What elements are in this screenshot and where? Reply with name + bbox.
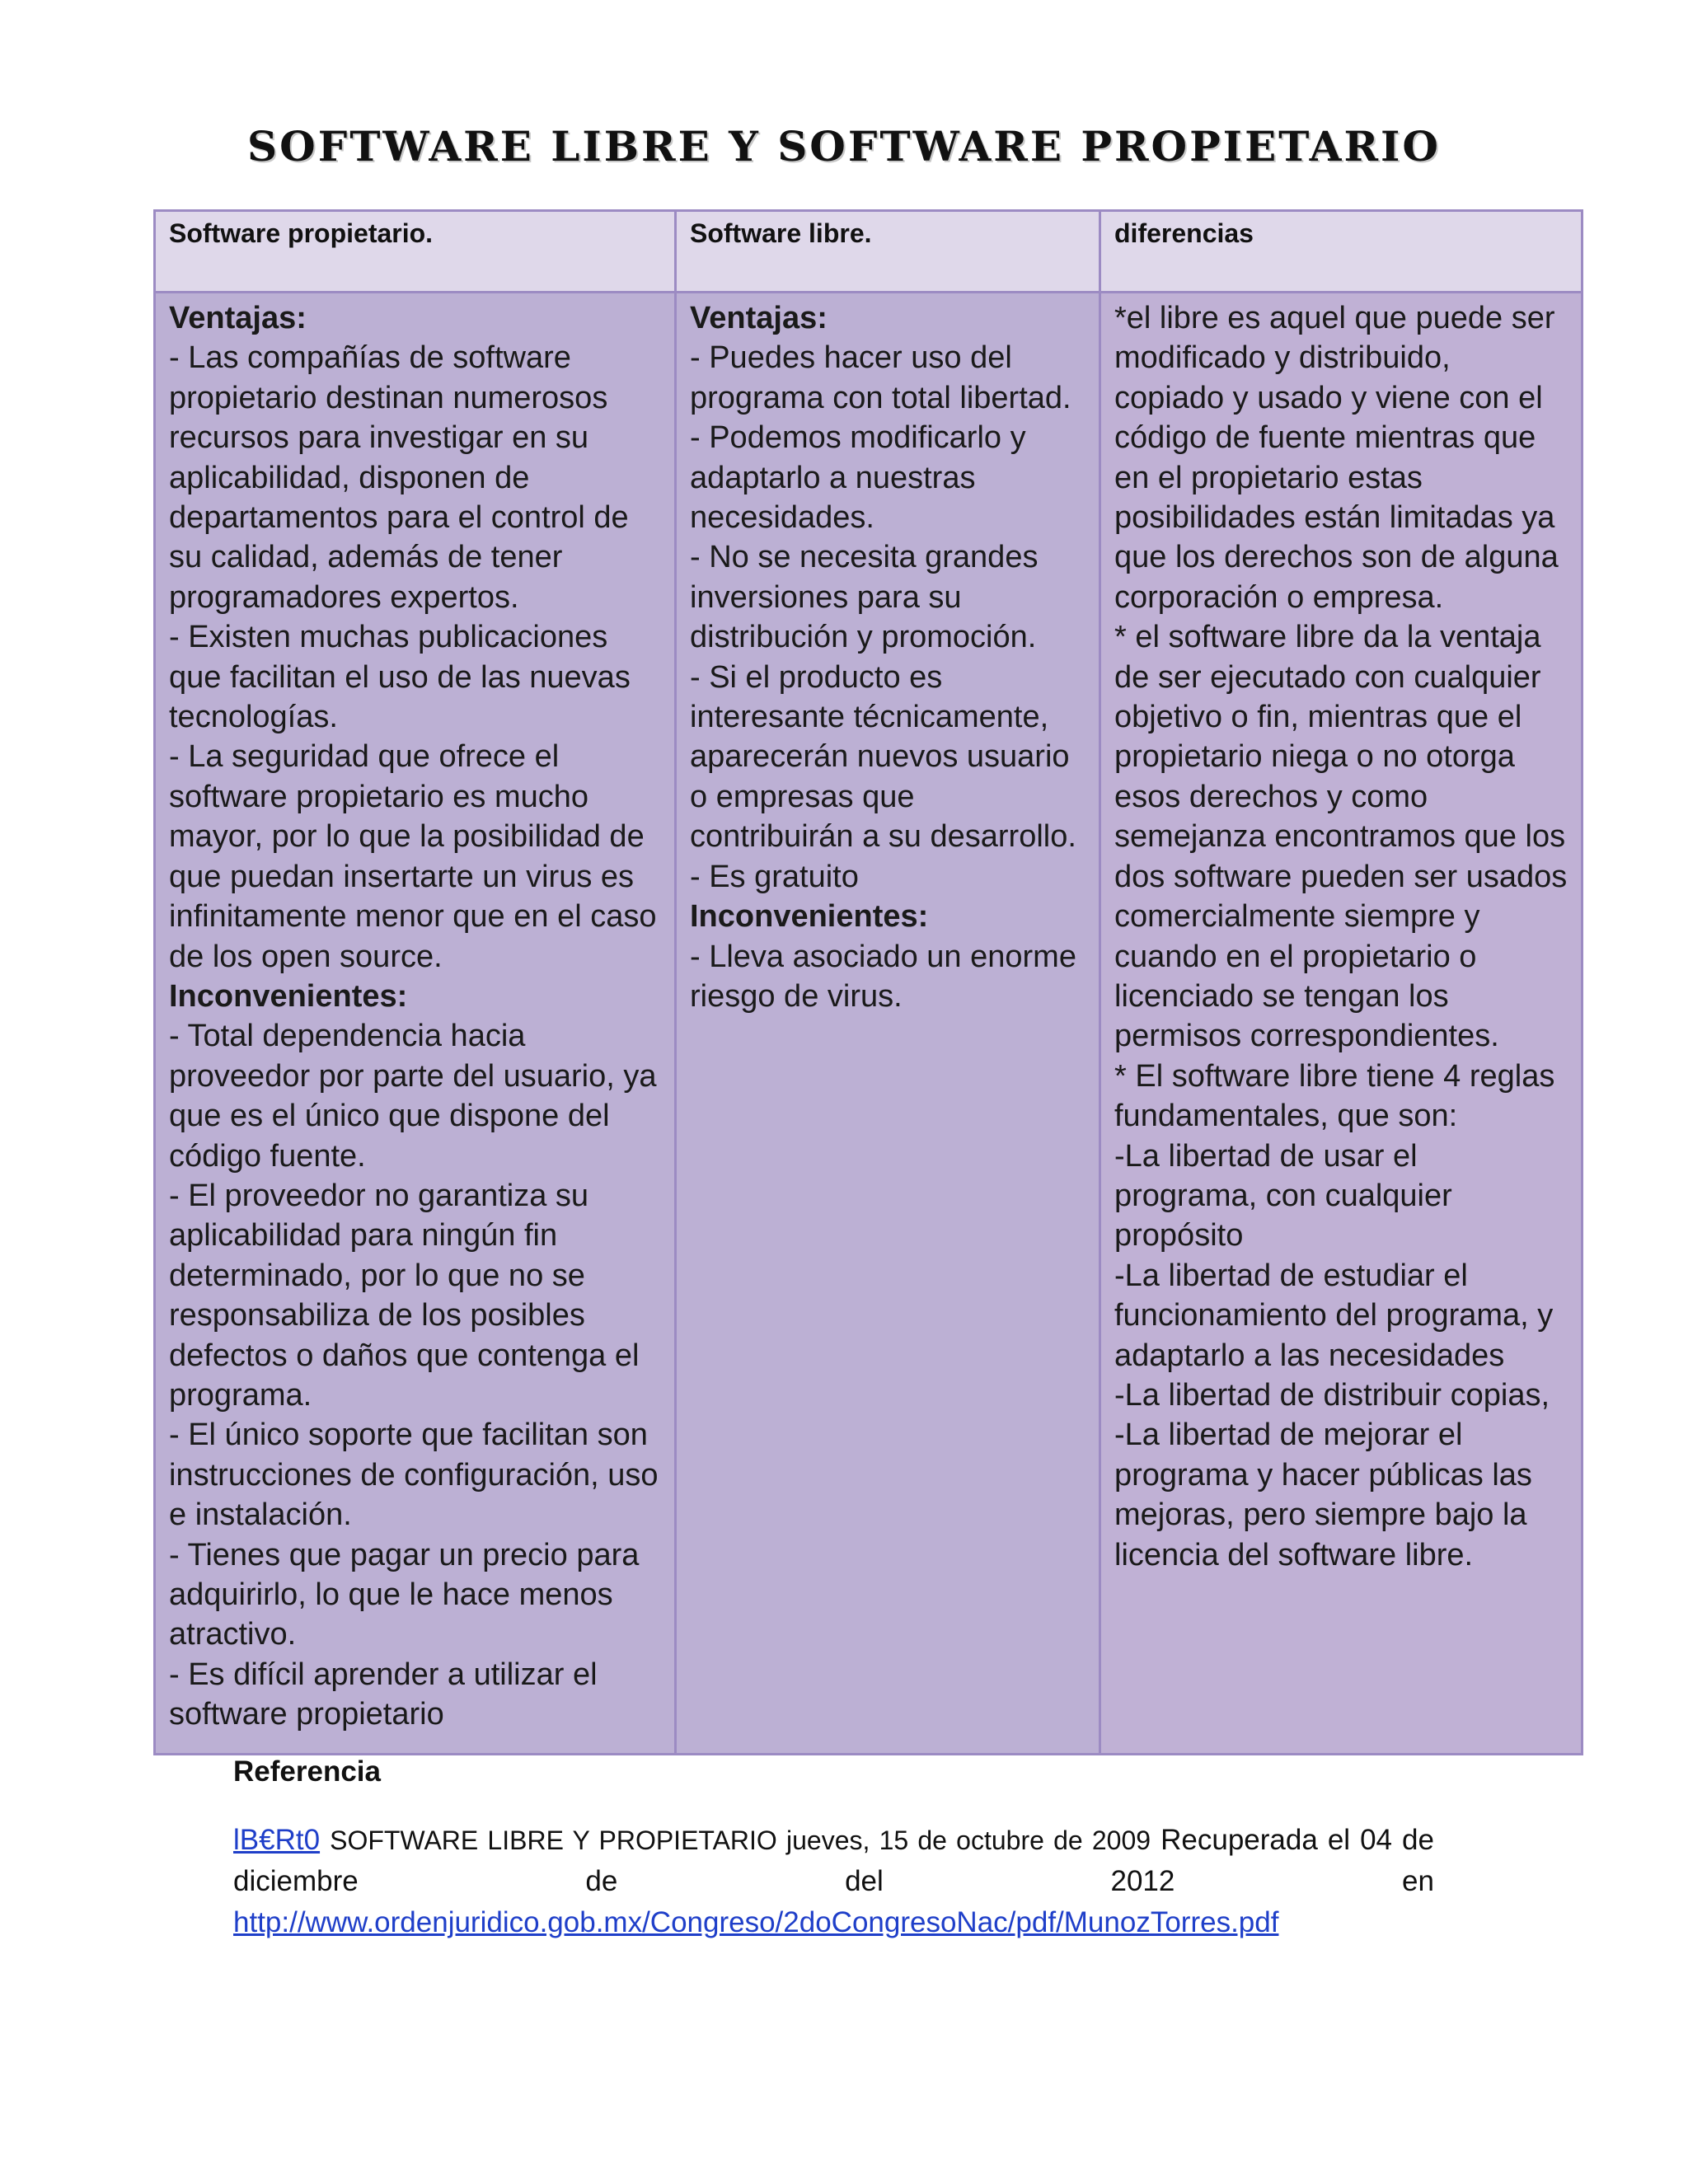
- diferencia-item: -La libertad de mejorar el programa y hacer públicas las mejoras, pero siempre bajo la licencia del software libre.: [1114, 1418, 1532, 1572]
- page-title: SOFTWARE LIBRE Y SOFTWARE PROPIETARIO: [247, 122, 1441, 171]
- propietario-inconvenientes-heading: Inconvenientes:: [169, 978, 408, 1014]
- propietario-inconveniente-item: - Es difícil aprender a utilizar el software propietario: [169, 1657, 598, 1732]
- propietario-ventaja-item: - Existen muchas publicaciones que facilitan el uso de las nuevas tecnologías.: [169, 620, 631, 735]
- libre-ventaja-item: - No se necesita grandes inversiones para su distribución y promoción.: [690, 540, 1039, 655]
- header-diferencias: diferencias: [1100, 211, 1582, 293]
- diferencia-item: -La libertad de usar el programa, con cualquier propósito: [1114, 1138, 1452, 1254]
- diferencia-item: *el libre es aquel que puede ser modificado y distribuido, copiado y usado y viene con el código de fuente mientras que en el propietario estas posibilidades están limitadas ya que los derechos son de alguna corporación o empresa.: [1114, 301, 1559, 615]
- reference-url-link[interactable]: http://www.ordenjuridico.gob.mx/Congreso/2doCongresoNac/pdf/MunozTorres.pdf: [233, 1906, 1279, 1938]
- table-row: [155, 293, 1582, 1755]
- reference-source: SOFTWARE LIBRE Y PROPIETARIO jueves, 15 de octubre de 2009: [330, 1825, 1151, 1855]
- header-libre: Software libre.: [676, 211, 1100, 293]
- diferencia-item: -La libertad de estudiar el funcionamiento del programa, y adaptarlo a las necesidades: [1114, 1258, 1554, 1373]
- diferencia-item: -La libertad de distribuir copias,: [1114, 1377, 1550, 1413]
- libre-inconveniente-item: - Lleva asociado un enorme riesgo de virus.: [690, 939, 1076, 1014]
- propietario-ventaja-item: - La seguridad que ofrece el software propietario es mucho mayor, por lo que la posibilidad de que puedan insertarte un virus es infinitamente menor que en el caso de los open source.: [169, 739, 657, 974]
- libre-ventaja-item: - Si el producto es interesante técnicamente, aparecerán nuevos usuario o empresas que contribuirán a su desarrollo.: [690, 659, 1076, 855]
- header-propietario: Software propietario.: [155, 211, 676, 293]
- diferencia-item: * el software libre da la ventaja de ser ejecutado con cualquier objetivo o fin, mientras que el propietario niega o no otorga esos derechos y como semejanza encontramos que los dos software pueden ser usados comercialmente siempre y cuando en el propietario o licenciado se tengan los permisos correspondientes.: [1114, 620, 1568, 1054]
- libre-ventajas-heading: Ventajas:: [690, 301, 828, 335]
- reference-citation: [233, 1820, 1434, 1943]
- cell-diferencias: [1100, 293, 1582, 1755]
- libre-ventaja-item: - Podemos modificarlo y adaptarlo a nuestras necesidades.: [690, 420, 1026, 536]
- reference-author-link[interactable]: lB€Rt0: [233, 1824, 321, 1856]
- libre-ventaja-item: - Puedes hacer uso del programa con total libertad.: [690, 340, 1071, 415]
- cell-propietario: [155, 293, 676, 1755]
- propietario-inconveniente-item: - El único soporte que facilitan son instrucciones de configuración, uso e instalación.: [169, 1418, 659, 1533]
- propietario-inconveniente-item: - Total dependencia hacia proveedor por parte del usuario, ya que es el único que dispone del código fuente.: [169, 1019, 657, 1174]
- table-header-row: [155, 211, 1582, 293]
- comparison-table: [153, 209, 1583, 1755]
- reference-heading: Referencia: [233, 1755, 381, 1788]
- libre-ventaja-item: - Es gratuito: [690, 859, 859, 894]
- propietario-ventaja-item: - Las compañías de software propietario destinan numerosos recursos para investigar en su aplicabilidad, disponen de departamentos para el control de su calidad, además de tener programadores expertos.: [169, 340, 629, 615]
- propietario-inconveniente-item: - Tienes que pagar un precio para adquirirlo, lo que le hace menos atractivo.: [169, 1537, 640, 1652]
- propietario-ventajas-heading: Ventajas:: [169, 301, 307, 335]
- reference-retrieved: Recuperada el 04 de diciembre de del 2012 en: [233, 1824, 1434, 1897]
- libre-inconvenientes-heading: Inconvenientes:: [690, 899, 929, 935]
- diferencia-item: * El software libre tiene 4 reglas fundamentales, que son:: [1114, 1058, 1555, 1134]
- propietario-inconveniente-item: - El proveedor no garantiza su aplicabilidad para ningún fin determinado, por lo que no se responsabiliza de los posibles defectos o daños que contenga el programa.: [169, 1178, 640, 1413]
- cell-libre: [676, 293, 1100, 1755]
